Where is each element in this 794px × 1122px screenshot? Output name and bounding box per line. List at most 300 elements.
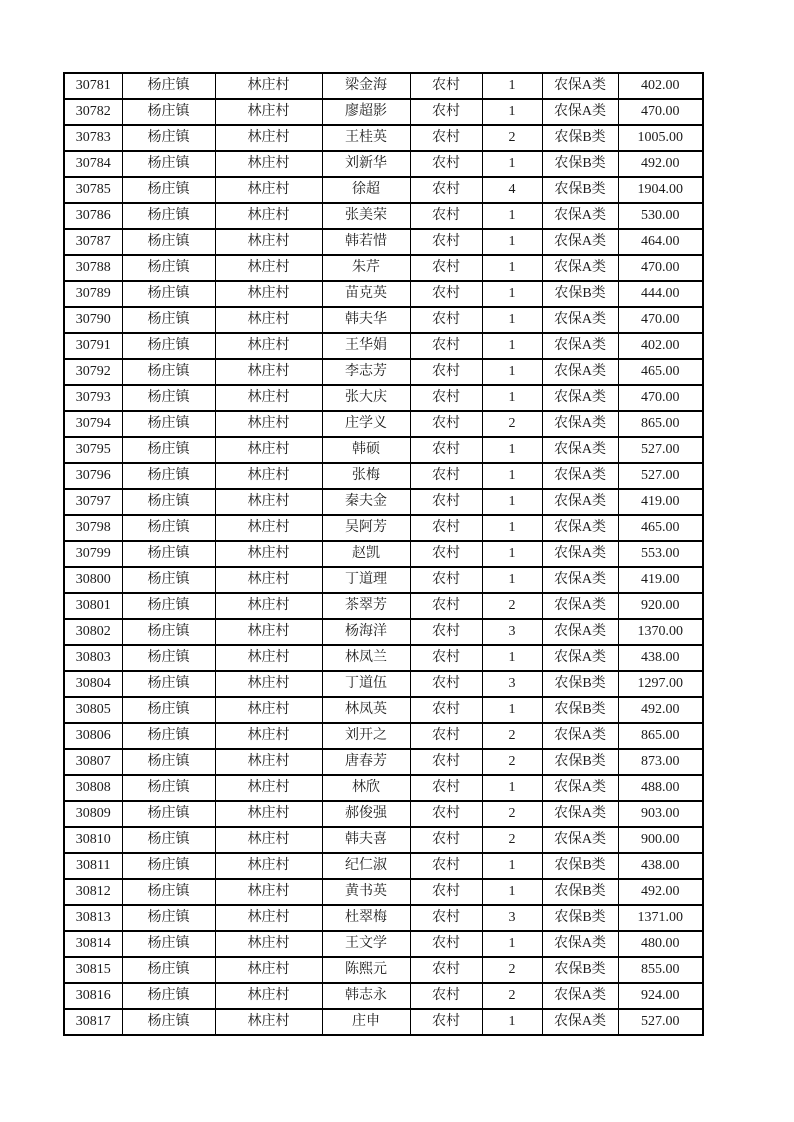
cell-residence-type: 农村: [410, 645, 482, 671]
cell-serial-number: 30813: [64, 905, 122, 931]
cell-amount: 1370.00: [618, 619, 703, 645]
cell-person-name: 唐春芳: [322, 749, 410, 775]
cell-person-count: 1: [482, 255, 542, 281]
cell-residence-type: 农村: [410, 827, 482, 853]
cell-insurance-category: 农保A类: [542, 541, 618, 567]
cell-insurance-category: 农保A类: [542, 593, 618, 619]
table-row: [64, 99, 703, 125]
cell-person-count: 1: [482, 99, 542, 125]
cell-person-count: 1: [482, 463, 542, 489]
table-row: [64, 827, 703, 853]
cell-village: 林庄村: [215, 229, 322, 255]
cell-person-count: 1: [482, 151, 542, 177]
cell-amount: 470.00: [618, 307, 703, 333]
cell-person-name: 梁金海: [322, 73, 410, 99]
cell-person-count: 1: [482, 333, 542, 359]
cell-serial-number: 30781: [64, 73, 122, 99]
cell-insurance-category: 农保A类: [542, 983, 618, 1009]
cell-residence-type: 农村: [410, 515, 482, 541]
cell-person-count: 1: [482, 541, 542, 567]
cell-town: 杨庄镇: [122, 437, 215, 463]
cell-village: 林庄村: [215, 645, 322, 671]
cell-village: 林庄村: [215, 853, 322, 879]
cell-serial-number: 30805: [64, 697, 122, 723]
cell-person-name: 杨海洋: [322, 619, 410, 645]
cell-village: 林庄村: [215, 437, 322, 463]
cell-person-count: 1: [482, 1009, 542, 1035]
cell-amount: 492.00: [618, 151, 703, 177]
cell-insurance-category: 农保B类: [542, 177, 618, 203]
cell-town: 杨庄镇: [122, 749, 215, 775]
cell-insurance-category: 农保A类: [542, 463, 618, 489]
cell-residence-type: 农村: [410, 801, 482, 827]
cell-person-count: 2: [482, 801, 542, 827]
cell-insurance-category: 农保A类: [542, 1009, 618, 1035]
cell-person-count: 1: [482, 853, 542, 879]
cell-person-count: 1: [482, 775, 542, 801]
table-row: [64, 281, 703, 307]
cell-village: 林庄村: [215, 99, 322, 125]
cell-serial-number: 30794: [64, 411, 122, 437]
cell-person-name: 刘新华: [322, 151, 410, 177]
cell-serial-number: 30806: [64, 723, 122, 749]
cell-residence-type: 农村: [410, 775, 482, 801]
cell-person-count: 2: [482, 125, 542, 151]
cell-insurance-category: 农保B类: [542, 125, 618, 151]
cell-village: 林庄村: [215, 73, 322, 99]
cell-person-count: 1: [482, 931, 542, 957]
cell-person-count: 1: [482, 437, 542, 463]
cell-person-name: 张梅: [322, 463, 410, 489]
cell-residence-type: 农村: [410, 671, 482, 697]
cell-person-name: 廖超影: [322, 99, 410, 125]
table-row: [64, 359, 703, 385]
cell-serial-number: 30795: [64, 437, 122, 463]
cell-residence-type: 农村: [410, 203, 482, 229]
cell-insurance-category: 农保B类: [542, 957, 618, 983]
cell-town: 杨庄镇: [122, 359, 215, 385]
cell-village: 林庄村: [215, 723, 322, 749]
cell-serial-number: 30814: [64, 931, 122, 957]
cell-town: 杨庄镇: [122, 619, 215, 645]
cell-person-count: 2: [482, 723, 542, 749]
cell-insurance-category: 农保B类: [542, 151, 618, 177]
cell-amount: 920.00: [618, 593, 703, 619]
cell-person-count: 1: [482, 229, 542, 255]
cell-residence-type: 农村: [410, 853, 482, 879]
cell-village: 林庄村: [215, 827, 322, 853]
cell-serial-number: 30799: [64, 541, 122, 567]
cell-serial-number: 30802: [64, 619, 122, 645]
cell-serial-number: 30783: [64, 125, 122, 151]
cell-serial-number: 30782: [64, 99, 122, 125]
cell-amount: 438.00: [618, 853, 703, 879]
cell-amount: 488.00: [618, 775, 703, 801]
cell-town: 杨庄镇: [122, 983, 215, 1009]
cell-town: 杨庄镇: [122, 957, 215, 983]
cell-village: 林庄村: [215, 879, 322, 905]
cell-serial-number: 30785: [64, 177, 122, 203]
cell-town: 杨庄镇: [122, 541, 215, 567]
cell-amount: 464.00: [618, 229, 703, 255]
cell-residence-type: 农村: [410, 177, 482, 203]
table-row: [64, 801, 703, 827]
cell-serial-number: 30786: [64, 203, 122, 229]
cell-person-name: 韩夫喜: [322, 827, 410, 853]
table-row: [64, 983, 703, 1009]
cell-town: 杨庄镇: [122, 333, 215, 359]
cell-serial-number: 30810: [64, 827, 122, 853]
cell-town: 杨庄镇: [122, 593, 215, 619]
cell-serial-number: 30798: [64, 515, 122, 541]
cell-village: 林庄村: [215, 619, 322, 645]
cell-person-count: 1: [482, 515, 542, 541]
cell-residence-type: 农村: [410, 463, 482, 489]
cell-person-count: 2: [482, 983, 542, 1009]
cell-residence-type: 农村: [410, 567, 482, 593]
cell-residence-type: 农村: [410, 255, 482, 281]
cell-serial-number: 30817: [64, 1009, 122, 1035]
cell-person-name: 杜翠梅: [322, 905, 410, 931]
cell-person-count: 3: [482, 905, 542, 931]
cell-person-count: 1: [482, 281, 542, 307]
cell-serial-number: 30800: [64, 567, 122, 593]
cell-amount: 873.00: [618, 749, 703, 775]
cell-person-count: 1: [482, 697, 542, 723]
cell-residence-type: 农村: [410, 125, 482, 151]
table-row: [64, 385, 703, 411]
cell-person-count: 1: [482, 307, 542, 333]
cell-village: 林庄村: [215, 515, 322, 541]
cell-insurance-category: 农保A类: [542, 437, 618, 463]
cell-person-name: 纪仁淑: [322, 853, 410, 879]
cell-town: 杨庄镇: [122, 697, 215, 723]
cell-village: 林庄村: [215, 489, 322, 515]
cell-town: 杨庄镇: [122, 177, 215, 203]
cell-village: 林庄村: [215, 749, 322, 775]
table-row: [64, 229, 703, 255]
cell-residence-type: 农村: [410, 879, 482, 905]
cell-town: 杨庄镇: [122, 801, 215, 827]
cell-residence-type: 农村: [410, 723, 482, 749]
cell-insurance-category: 农保A类: [542, 801, 618, 827]
cell-residence-type: 农村: [410, 905, 482, 931]
cell-residence-type: 农村: [410, 385, 482, 411]
cell-residence-type: 农村: [410, 73, 482, 99]
cell-amount: 1297.00: [618, 671, 703, 697]
cell-residence-type: 农村: [410, 1009, 482, 1035]
cell-residence-type: 农村: [410, 931, 482, 957]
cell-insurance-category: 农保A类: [542, 567, 618, 593]
cell-town: 杨庄镇: [122, 411, 215, 437]
cell-amount: 492.00: [618, 697, 703, 723]
cell-serial-number: 30791: [64, 333, 122, 359]
cell-amount: 470.00: [618, 255, 703, 281]
table-row: [64, 905, 703, 931]
cell-insurance-category: 农保A类: [542, 645, 618, 671]
cell-amount: 527.00: [618, 463, 703, 489]
cell-person-count: 1: [482, 645, 542, 671]
cell-amount: 419.00: [618, 567, 703, 593]
cell-insurance-category: 农保A类: [542, 619, 618, 645]
cell-village: 林庄村: [215, 385, 322, 411]
cell-village: 林庄村: [215, 905, 322, 931]
cell-insurance-category: 农保A类: [542, 385, 618, 411]
cell-person-name: 韩志永: [322, 983, 410, 1009]
cell-amount: 402.00: [618, 333, 703, 359]
cell-person-name: 陈熙元: [322, 957, 410, 983]
table-row: [64, 307, 703, 333]
cell-amount: 492.00: [618, 879, 703, 905]
cell-serial-number: 30790: [64, 307, 122, 333]
cell-insurance-category: 农保A类: [542, 515, 618, 541]
cell-person-name: 徐超: [322, 177, 410, 203]
cell-insurance-category: 农保B类: [542, 749, 618, 775]
cell-residence-type: 农村: [410, 333, 482, 359]
cell-person-count: 1: [482, 359, 542, 385]
cell-person-name: 韩夫华: [322, 307, 410, 333]
cell-person-name: 赵凯: [322, 541, 410, 567]
records-table-body: [64, 73, 703, 1035]
cell-insurance-category: 农保A类: [542, 333, 618, 359]
cell-insurance-category: 农保A类: [542, 307, 618, 333]
cell-person-name: 韩硕: [322, 437, 410, 463]
table-row: [64, 73, 703, 99]
cell-person-name: 丁道伍: [322, 671, 410, 697]
table-row: [64, 177, 703, 203]
table-row: [64, 437, 703, 463]
cell-serial-number: 30812: [64, 879, 122, 905]
cell-village: 林庄村: [215, 541, 322, 567]
cell-amount: 1371.00: [618, 905, 703, 931]
cell-serial-number: 30796: [64, 463, 122, 489]
cell-town: 杨庄镇: [122, 307, 215, 333]
cell-town: 杨庄镇: [122, 125, 215, 151]
cell-town: 杨庄镇: [122, 73, 215, 99]
cell-town: 杨庄镇: [122, 229, 215, 255]
cell-insurance-category: 农保A类: [542, 99, 618, 125]
cell-person-name: 郝俊强: [322, 801, 410, 827]
cell-serial-number: 30815: [64, 957, 122, 983]
table-row: [64, 333, 703, 359]
cell-serial-number: 30793: [64, 385, 122, 411]
table-row: [64, 749, 703, 775]
cell-person-name: 刘开之: [322, 723, 410, 749]
table-row: [64, 125, 703, 151]
cell-serial-number: 30801: [64, 593, 122, 619]
cell-person-name: 王文学: [322, 931, 410, 957]
cell-town: 杨庄镇: [122, 905, 215, 931]
cell-amount: 903.00: [618, 801, 703, 827]
cell-person-name: 韩若惜: [322, 229, 410, 255]
cell-amount: 530.00: [618, 203, 703, 229]
table-row: [64, 593, 703, 619]
cell-town: 杨庄镇: [122, 515, 215, 541]
cell-residence-type: 农村: [410, 359, 482, 385]
cell-person-name: 丁道理: [322, 567, 410, 593]
cell-village: 林庄村: [215, 931, 322, 957]
cell-amount: 465.00: [618, 515, 703, 541]
cell-town: 杨庄镇: [122, 879, 215, 905]
cell-residence-type: 农村: [410, 541, 482, 567]
cell-village: 林庄村: [215, 775, 322, 801]
table-row: [64, 541, 703, 567]
cell-amount: 419.00: [618, 489, 703, 515]
table-row: [64, 515, 703, 541]
cell-person-count: 1: [482, 879, 542, 905]
cell-person-name: 吴阿芳: [322, 515, 410, 541]
cell-person-count: 4: [482, 177, 542, 203]
cell-serial-number: 30809: [64, 801, 122, 827]
cell-insurance-category: 农保A类: [542, 489, 618, 515]
cell-person-name: 庄申: [322, 1009, 410, 1035]
cell-village: 林庄村: [215, 671, 322, 697]
cell-town: 杨庄镇: [122, 99, 215, 125]
cell-village: 林庄村: [215, 1009, 322, 1035]
cell-serial-number: 30787: [64, 229, 122, 255]
cell-residence-type: 农村: [410, 151, 482, 177]
cell-person-name: 王桂英: [322, 125, 410, 151]
table-row: [64, 619, 703, 645]
table-row: [64, 151, 703, 177]
cell-person-name: 林凤英: [322, 697, 410, 723]
table-row: [64, 931, 703, 957]
table-row: [64, 853, 703, 879]
table-row: [64, 723, 703, 749]
cell-amount: 900.00: [618, 827, 703, 853]
cell-town: 杨庄镇: [122, 203, 215, 229]
cell-insurance-category: 农保B类: [542, 905, 618, 931]
cell-person-name: 林欣: [322, 775, 410, 801]
cell-village: 林庄村: [215, 307, 322, 333]
cell-amount: 865.00: [618, 723, 703, 749]
cell-village: 林庄村: [215, 697, 322, 723]
table-row: [64, 567, 703, 593]
cell-town: 杨庄镇: [122, 931, 215, 957]
cell-residence-type: 农村: [410, 229, 482, 255]
cell-amount: 865.00: [618, 411, 703, 437]
cell-village: 林庄村: [215, 411, 322, 437]
cell-person-count: 1: [482, 567, 542, 593]
cell-amount: 553.00: [618, 541, 703, 567]
cell-person-name: 林凤兰: [322, 645, 410, 671]
cell-insurance-category: 农保A类: [542, 255, 618, 281]
cell-residence-type: 农村: [410, 697, 482, 723]
cell-person-name: 朱芹: [322, 255, 410, 281]
cell-serial-number: 30803: [64, 645, 122, 671]
cell-village: 林庄村: [215, 593, 322, 619]
cell-town: 杨庄镇: [122, 853, 215, 879]
cell-village: 林庄村: [215, 463, 322, 489]
cell-village: 林庄村: [215, 359, 322, 385]
cell-insurance-category: 农保A类: [542, 775, 618, 801]
cell-amount: 438.00: [618, 645, 703, 671]
cell-residence-type: 农村: [410, 593, 482, 619]
cell-town: 杨庄镇: [122, 463, 215, 489]
cell-person-count: 2: [482, 749, 542, 775]
cell-amount: 402.00: [618, 73, 703, 99]
cell-amount: 855.00: [618, 957, 703, 983]
table-row: [64, 879, 703, 905]
cell-insurance-category: 农保B类: [542, 697, 618, 723]
cell-person-name: 茶翠芳: [322, 593, 410, 619]
cell-insurance-category: 农保A类: [542, 229, 618, 255]
cell-village: 林庄村: [215, 203, 322, 229]
cell-town: 杨庄镇: [122, 255, 215, 281]
cell-town: 杨庄镇: [122, 827, 215, 853]
table-row: [64, 697, 703, 723]
cell-town: 杨庄镇: [122, 671, 215, 697]
cell-town: 杨庄镇: [122, 281, 215, 307]
cell-person-name: 张美荣: [322, 203, 410, 229]
cell-person-count: 1: [482, 385, 542, 411]
cell-serial-number: 30792: [64, 359, 122, 385]
cell-serial-number: 30784: [64, 151, 122, 177]
cell-person-name: 秦夫金: [322, 489, 410, 515]
cell-insurance-category: 农保B类: [542, 671, 618, 697]
cell-village: 林庄村: [215, 151, 322, 177]
cell-amount: 924.00: [618, 983, 703, 1009]
cell-amount: 465.00: [618, 359, 703, 385]
cell-town: 杨庄镇: [122, 775, 215, 801]
cell-village: 林庄村: [215, 177, 322, 203]
cell-serial-number: 30804: [64, 671, 122, 697]
cell-village: 林庄村: [215, 957, 322, 983]
cell-person-count: 2: [482, 957, 542, 983]
table-row: [64, 1009, 703, 1035]
cell-town: 杨庄镇: [122, 489, 215, 515]
cell-serial-number: 30811: [64, 853, 122, 879]
cell-amount: 470.00: [618, 99, 703, 125]
cell-insurance-category: 农保A类: [542, 359, 618, 385]
cell-village: 林庄村: [215, 567, 322, 593]
cell-village: 林庄村: [215, 333, 322, 359]
cell-person-name: 李志芳: [322, 359, 410, 385]
cell-serial-number: 30789: [64, 281, 122, 307]
records-table: [63, 72, 704, 1036]
cell-village: 林庄村: [215, 983, 322, 1009]
cell-amount: 444.00: [618, 281, 703, 307]
cell-residence-type: 农村: [410, 489, 482, 515]
cell-town: 杨庄镇: [122, 151, 215, 177]
cell-residence-type: 农村: [410, 619, 482, 645]
cell-insurance-category: 农保B类: [542, 879, 618, 905]
cell-town: 杨庄镇: [122, 385, 215, 411]
table-row: [64, 463, 703, 489]
cell-person-count: 2: [482, 827, 542, 853]
cell-insurance-category: 农保B类: [542, 281, 618, 307]
cell-person-count: 2: [482, 593, 542, 619]
cell-person-name: 张大庆: [322, 385, 410, 411]
cell-person-count: 1: [482, 73, 542, 99]
cell-residence-type: 农村: [410, 411, 482, 437]
table-row: [64, 203, 703, 229]
cell-village: 林庄村: [215, 801, 322, 827]
table-row: [64, 255, 703, 281]
cell-town: 杨庄镇: [122, 723, 215, 749]
cell-insurance-category: 农保A类: [542, 73, 618, 99]
table-row: [64, 489, 703, 515]
cell-serial-number: 30807: [64, 749, 122, 775]
cell-person-name: 黄书英: [322, 879, 410, 905]
table-row: [64, 645, 703, 671]
cell-insurance-category: 农保B类: [542, 853, 618, 879]
cell-town: 杨庄镇: [122, 567, 215, 593]
cell-town: 杨庄镇: [122, 1009, 215, 1035]
cell-residence-type: 农村: [410, 437, 482, 463]
cell-person-count: 1: [482, 489, 542, 515]
cell-serial-number: 30797: [64, 489, 122, 515]
